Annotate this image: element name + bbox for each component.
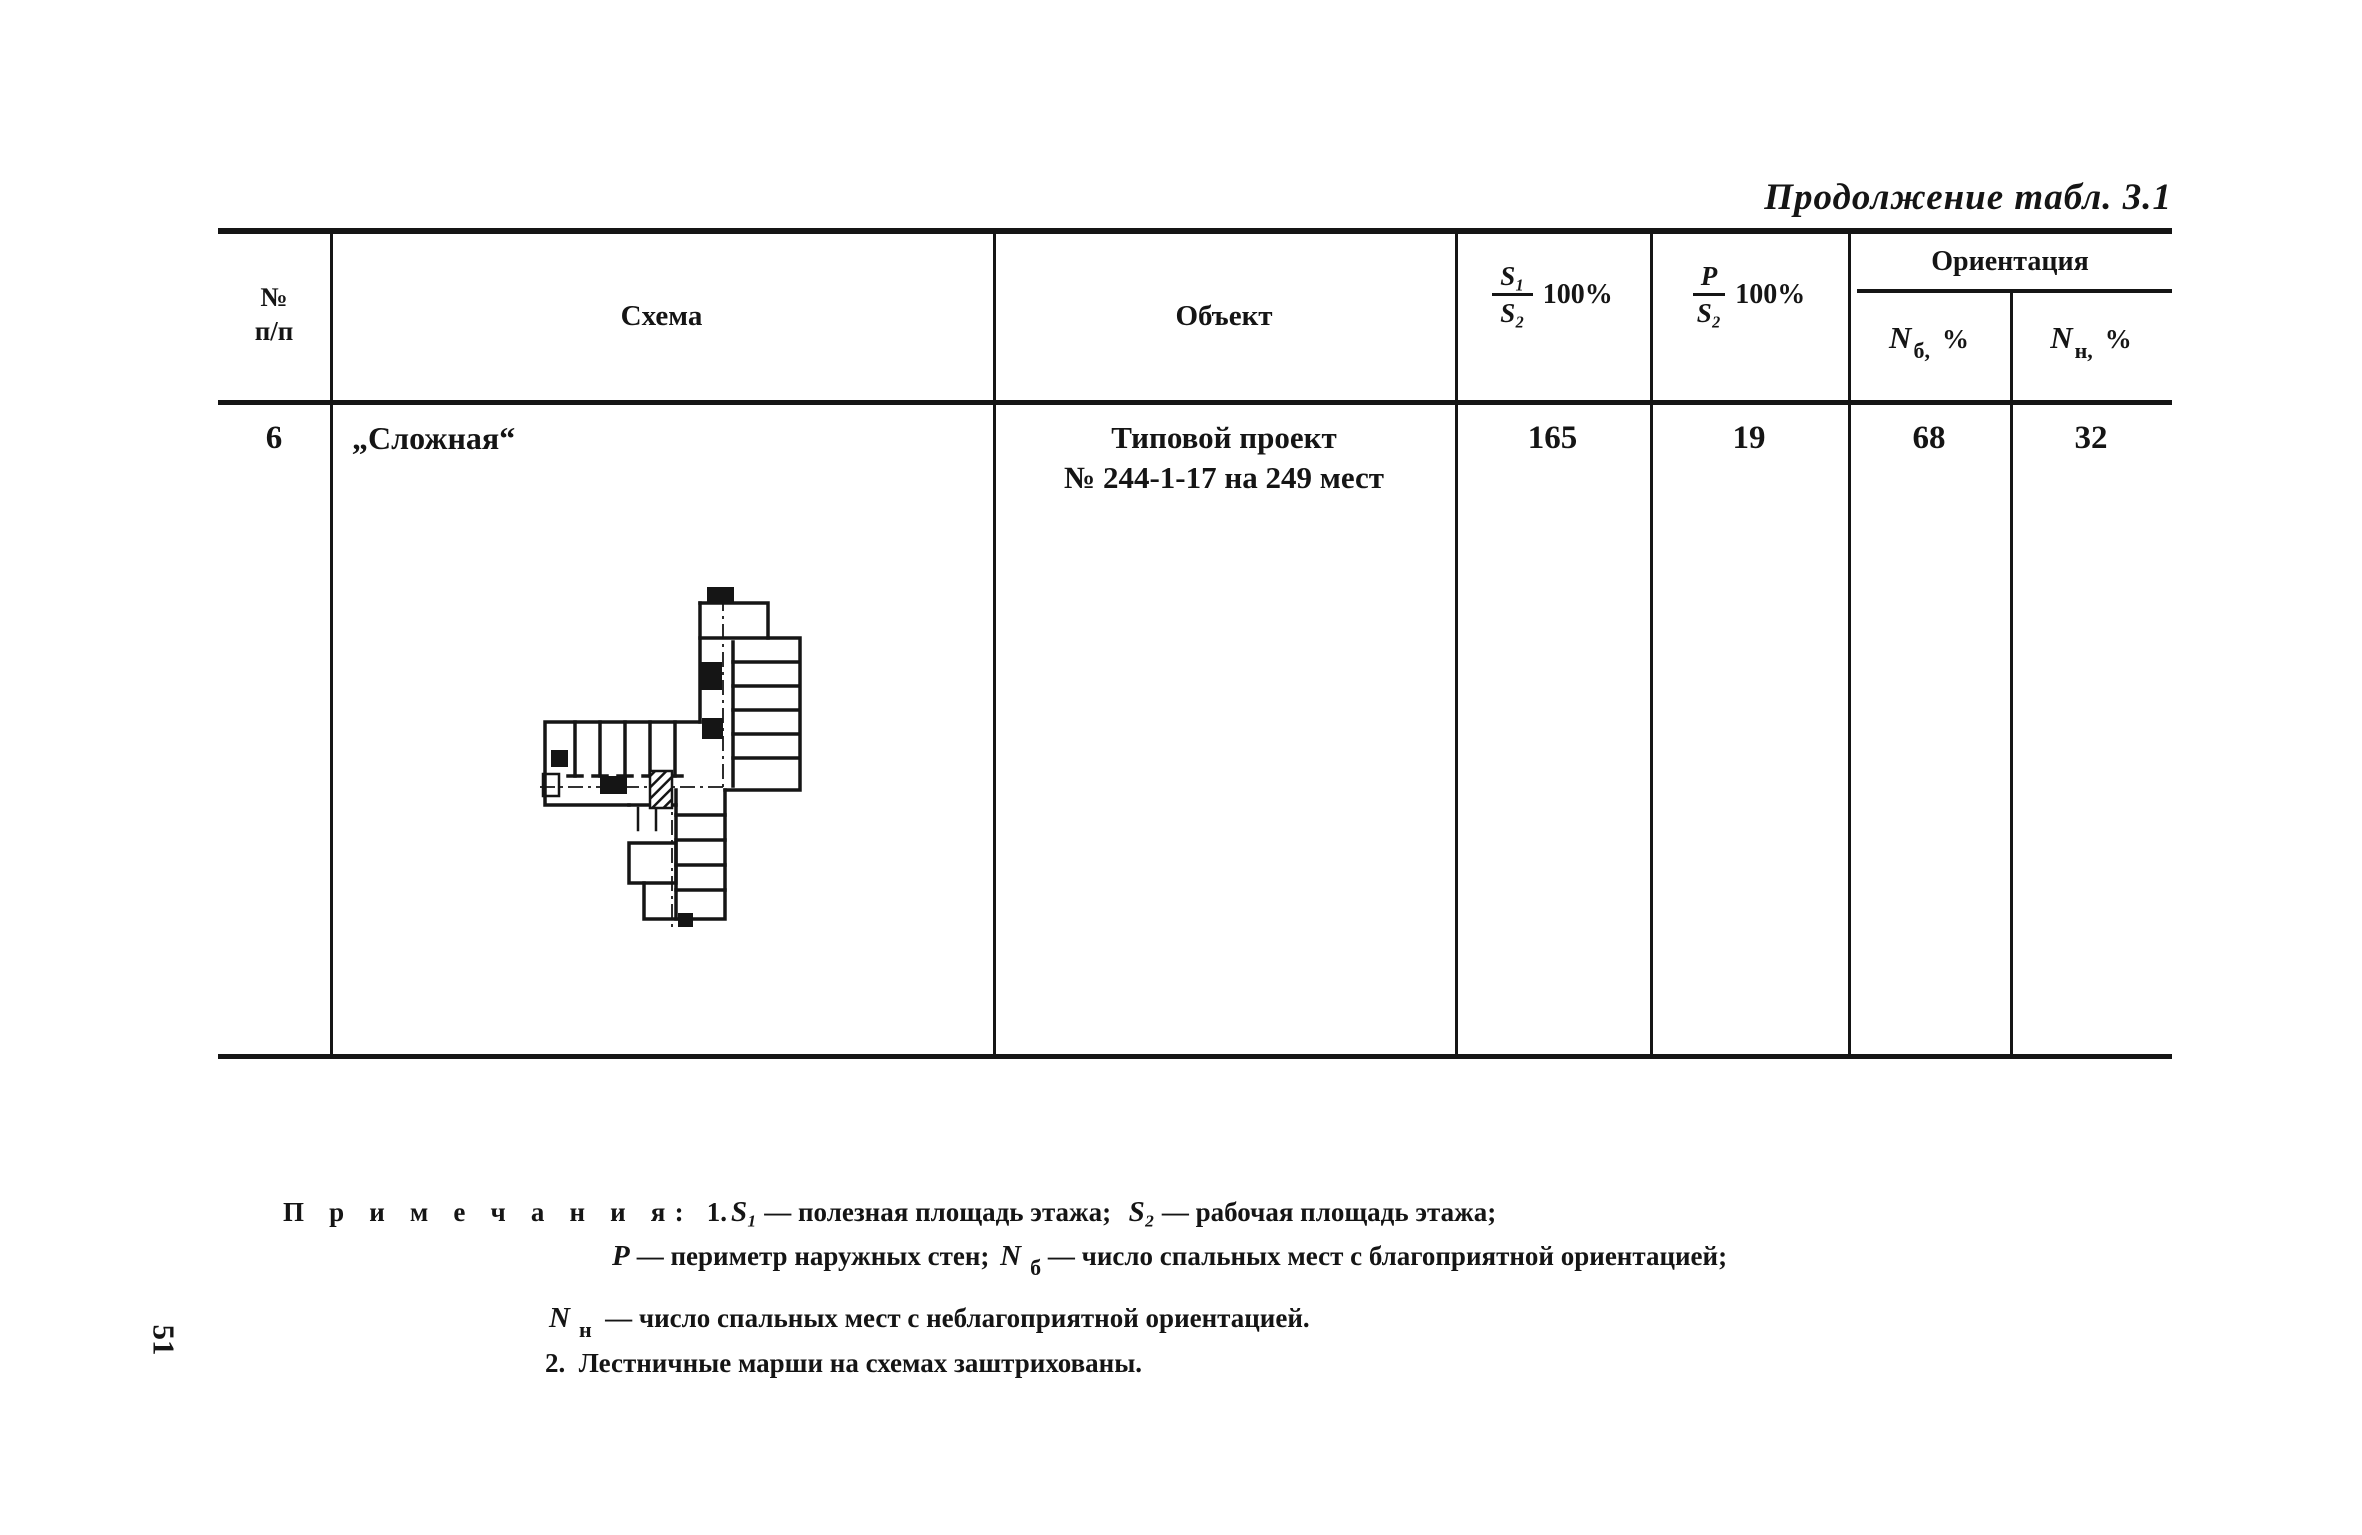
orientation-underline: [1857, 289, 2172, 293]
notes-item1-number: 1.: [706, 1197, 727, 1227]
header-col-nb: [1848, 320, 2010, 364]
col-divider: [1455, 405, 1458, 1054]
s1s2-denominator: S₂: [1500, 298, 1525, 329]
row-s1s2-value: 165: [1527, 420, 1578, 456]
header-col-nn: [2010, 320, 2172, 364]
ps2-numerator: P: [1693, 262, 1726, 296]
header-col-number: [218, 281, 330, 349]
s1s2-numerator: S₁: [1492, 262, 1532, 296]
col-divider: [1848, 405, 1851, 1054]
notes-line-3: [545, 1302, 1310, 1343]
s1s2-fraction: [1492, 262, 1532, 328]
nb-percent: %: [1941, 324, 1969, 354]
nn-subscript: н,: [2074, 338, 2093, 363]
object-line1: Типовой проект: [1111, 420, 1337, 455]
row-object-cell: [993, 418, 1455, 497]
hatched-stair-flight: [650, 771, 672, 808]
col-divider: [330, 405, 333, 1054]
p-definition: — периметр наружных стен;: [636, 1241, 990, 1271]
ps2-denominator: S₂: [1696, 298, 1722, 329]
page-number: 51: [146, 1324, 182, 1356]
col-divider: [1650, 405, 1653, 1054]
nb-note-subscript: б: [1030, 1255, 1042, 1280]
nn-symbol: N: [2050, 320, 2073, 355]
notes-line-4: [545, 1348, 1142, 1379]
col-divider: [2010, 405, 2013, 1054]
notes-line-2: [608, 1240, 1727, 1281]
header-col-scheme: Схема: [620, 300, 703, 332]
nb-symbol: N: [1889, 320, 1912, 355]
nn-percent: %: [2104, 324, 2132, 354]
s2-symbol: S₂: [1128, 1196, 1155, 1228]
row-nn-value: 32: [2074, 420, 2108, 456]
object-line2: № 244-1-17 на 249 мест: [1064, 459, 1384, 495]
row-number-cell: 6: [265, 420, 283, 456]
notes-item2-number: 2.: [545, 1348, 566, 1378]
ps2-fraction: [1693, 262, 1726, 328]
notes-item2-text: Лестничные марши на схемах заштрихованы.: [578, 1348, 1143, 1378]
row-ps2-value: 19: [1732, 420, 1766, 456]
s1-symbol: S₁: [731, 1196, 758, 1228]
nn-definition: — число спальных мест с неблагоприятной ориентацией.: [605, 1303, 1310, 1333]
s2-definition: — рабочая площадь этажа;: [1161, 1197, 1497, 1227]
ps2-suffix: 100%: [1735, 278, 1806, 310]
nb-subscript: б,: [1913, 338, 1930, 363]
row-nb-value: 68: [1912, 420, 1946, 456]
nb-definition: — число спальных мест с благоприятной ориентацией;: [1047, 1241, 1728, 1271]
header-col-number-line2: п/п: [254, 315, 294, 346]
table-header-rule: [218, 400, 2172, 405]
table-top-rule: [218, 228, 2172, 234]
row-scheme-label: „Сложная“: [352, 420, 516, 456]
s1s2-suffix: 100%: [1542, 278, 1613, 310]
floor-plan-schematic: [535, 550, 815, 970]
header-col-number-line1: №: [260, 282, 288, 312]
col-divider: [993, 405, 996, 1054]
table-continuation-title: Продолжение табл. 3.1: [1764, 177, 2172, 218]
header-col-ps2: [1650, 262, 1848, 328]
nn-note-subscript: н: [578, 1317, 592, 1342]
notes-label: П р и м е ч а н и я:: [283, 1197, 693, 1227]
nb-note-symbol: N: [1000, 1240, 1022, 1272]
header-col-object: Объект: [1175, 300, 1273, 332]
nn-note-symbol: N: [549, 1302, 570, 1334]
header-col-s1s2: [1455, 262, 1650, 328]
notes-line-1: [283, 1196, 1496, 1229]
table-bottom-rule: [218, 1054, 2172, 1059]
s1-definition: — полезная площадь этажа;: [764, 1197, 1112, 1227]
header-col-orientation: Ориентация: [1931, 246, 2089, 277]
p-symbol: P: [612, 1240, 630, 1272]
